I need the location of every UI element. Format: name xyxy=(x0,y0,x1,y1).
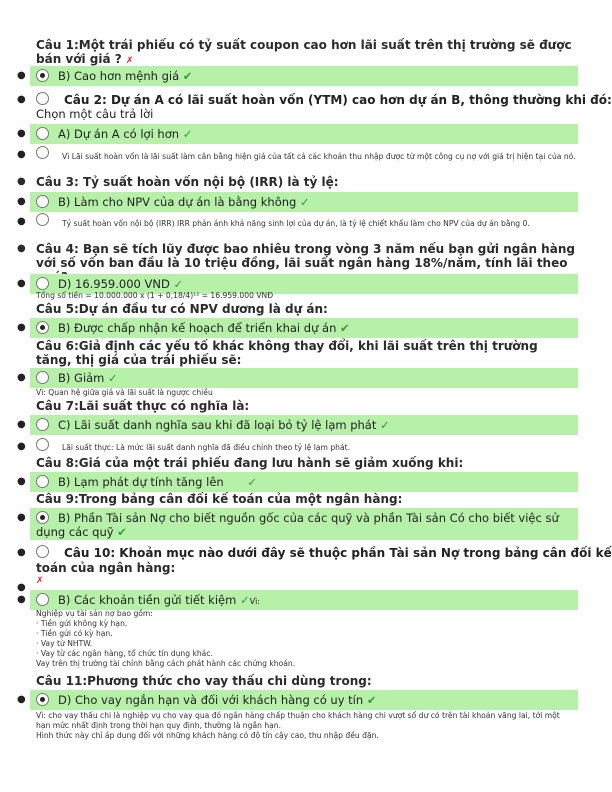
answer-11[interactable]: ● D) Cho vay ngắn hạn và đối với khách hàng có uy tín ✔ xyxy=(30,690,578,710)
bullet-icon: ● xyxy=(17,547,26,558)
radio-icon[interactable] xyxy=(36,511,49,524)
radio-icon[interactable] xyxy=(36,92,49,105)
radio-icon[interactable] xyxy=(36,69,49,82)
bullet-icon: ● xyxy=(17,441,26,452)
radio-icon[interactable] xyxy=(36,593,49,606)
answer-5[interactable]: ● B) Được chấp nhận kế hoạch để triển khai dự án ✔ xyxy=(30,318,578,338)
radio-icon[interactable] xyxy=(36,127,49,140)
answer-6[interactable]: ● B) Giảm ✓ xyxy=(30,368,578,388)
radio-icon[interactable] xyxy=(36,475,49,488)
bullet-icon: ● xyxy=(17,216,26,227)
question-11-title: Câu 11:Phương thức cho vay thấu chi dùng trong: xyxy=(36,674,372,688)
question-1-title: Câu 1:Một trái phiếu có tỷ suất coupon cao hơn lãi suất trên thị trường sẽ được bán với giá ? ✗ xyxy=(36,38,572,66)
answer-8[interactable]: ● B) Lạm phát dự tính tăng lên ✓ xyxy=(30,472,578,492)
answer-1[interactable]: ● B) Cao hơn mệnh giá ✔ xyxy=(30,66,578,86)
note-3: Tỷ suất hoàn vốn nội bộ (IRR) IRR phản ánh khả năng sinh lợi của dự án, là tỷ lệ chiết khấu làm cho NPV của dự án bằng 0. xyxy=(62,219,530,228)
radio-icon[interactable] xyxy=(36,438,49,451)
check-icon: ✓ xyxy=(299,195,310,209)
bullet-icon: ● xyxy=(17,512,26,523)
question-8-title: Câu 8:Giá của một trái phiếu đang lưu hành sẽ giảm xuống khi: xyxy=(36,456,464,470)
cross-icon: ✗ xyxy=(125,56,134,66)
note-10: Nghiệp vụ tài sản nợ bao gồm: · Tiền gửi không kỳ hạn. · Tiền gửi có kỳ hạn. · Vay từ NHTW. · Vay từ các ngân hàng, tổ chức tín dụng khác. Vay trên thị trường tài chính bằng cách phát hành các chứng khoán. xyxy=(36,609,296,668)
bullet-icon: ● xyxy=(17,94,26,105)
check-icon: ✓ xyxy=(108,371,118,385)
bullet-icon: ● xyxy=(17,594,26,605)
radio-icon[interactable] xyxy=(36,195,49,208)
check-icon: ✓ xyxy=(239,593,250,607)
question-4-title: ● Câu 4: Bạn sẽ tích lũy được bao nhiêu trong vòng 3 năm nếu bạn gửi ngân hàng với số vốn ban đầu là 10 triệu đồng, lãi suất ngân hàng 18%/năm, tính lãi theo xyxy=(17,242,575,270)
question-10-title-cont: toán của ngân hàng: xyxy=(36,561,176,575)
bullet-icon: ● xyxy=(17,694,26,705)
question-10-title: Câu 10: Khoản mục nào dưới đây sẽ thuộc phần Tài sản Nợ trong bảng cân đối kế xyxy=(64,546,612,560)
note-7: Lãi suất thực: Là mức lãi suất danh nghĩa đã điều chỉnh theo tỷ lệ lạm phát. xyxy=(62,443,351,452)
bullet-icon: ● xyxy=(17,128,26,139)
radio-icon[interactable] xyxy=(36,418,49,431)
question-9-title: Câu 9:Trong bảng cân đối kế toán của một ngân hàng: xyxy=(36,492,403,506)
bullet-icon: ● xyxy=(17,372,26,383)
answer-9[interactable]: ● B) Phần Tài sản Nợ cho biết nguồn gốc của các quỹ và phần Tài sản Có cho biết việc sử dụng các quỹ ✔ xyxy=(30,508,578,540)
check-icon: ✓ xyxy=(173,277,184,291)
note-11: Vì: cho vay thấu chi là nghiệp vụ cho vay qua đó ngân hàng chấp thuận cho khách hàng chi vượt số dư có trên tài khoản vãng lai, tới một hạn mức nhất định trong thời hạn quy định, thường là ngắn hạn. Hình thức này chỉ áp dụng đối với những khách hàng có độ tín cậy cao, thu nhập đều đặn. xyxy=(36,711,560,740)
radio-icon[interactable] xyxy=(36,693,49,706)
question-7-title: Câu 7:Lãi suất thực có nghĩa là: xyxy=(36,399,250,413)
cross-icon: ✗ xyxy=(36,576,44,586)
question-2-title: Câu 2: Dự án A có lãi suất hoàn vốn (YTM) cao hơn dự án B, thông thường khi đó: xyxy=(64,93,612,107)
bullet-icon: ● xyxy=(17,419,26,430)
radio-icon[interactable] xyxy=(36,321,49,334)
bullet-icon: ● xyxy=(17,70,26,81)
question-5-title: Câu 5:Dự án đầu tư có NPV dương là dự án: xyxy=(36,302,328,316)
check-icon: ✓ xyxy=(380,418,390,432)
check-icon: ✔ xyxy=(340,321,350,335)
question-10-row xyxy=(17,545,612,561)
bullet-icon: ● xyxy=(17,149,26,160)
radio-icon[interactable] xyxy=(36,545,49,558)
check-icon: ✔ xyxy=(366,693,377,707)
answer-2[interactable]: ● A) Dự án A có lợi hơn ✓ xyxy=(30,124,578,144)
note-6: Vì: Quan hệ giữa giá và lãi suất là ngược chiều xyxy=(36,388,213,397)
question-3-title: ● Câu 3: Tỷ suất hoàn vốn nội bộ (IRR) là tỷ lệ: xyxy=(17,175,339,189)
question-2-row xyxy=(17,92,612,108)
note-4: Tổng số tiền = 10.000.000 x (1 + 0,18/4)¹² = 16.959.000 VNĐ xyxy=(36,291,274,300)
question-2-sub: Chọn một câu trả lời xyxy=(36,107,154,121)
check-icon: ✓ xyxy=(182,127,193,141)
answer-4[interactable]: ● D) 16.959.000 VND ✓ xyxy=(30,274,578,294)
bullet-icon: ● xyxy=(17,196,26,207)
question-6-title: Câu 6:Giả định các yếu tố khác không thay đổi, khi lãi suất trên thị trường tăng, thị giá của trái phiếu sẽ: xyxy=(36,339,538,367)
radio-icon[interactable] xyxy=(36,371,49,384)
note-2: Vì Lãi suất hoàn vốn là lãi suất làm cân bằng hiện giá của tất cả các khoản thu nhập được từ một công cụ nợ với giá trị hiện tại của nó. xyxy=(62,152,576,161)
check-icon: ✔ xyxy=(117,525,127,539)
answer-3[interactable]: ● B) Làm cho NPV của dự án là bằng không ✓ xyxy=(30,192,578,212)
bullet-icon: ● xyxy=(17,278,26,289)
answer-7[interactable]: ● C) Lãi suất danh nghĩa sau khi đã loại bỏ tỷ lệ lạm phát ✓ xyxy=(30,415,578,435)
check-icon: ✓ xyxy=(247,475,257,489)
bullet-icon: ● xyxy=(17,322,26,333)
bullet-icon: ● xyxy=(17,476,26,487)
radio-icon[interactable] xyxy=(36,277,49,290)
check-icon: ✔ xyxy=(182,69,193,83)
answer-10[interactable]: ● B) Các khoản tiền gửi tiết kiệm ✓Vì: xyxy=(30,590,578,610)
bullet-icon: ● xyxy=(17,582,26,593)
bullet-row xyxy=(17,578,578,593)
